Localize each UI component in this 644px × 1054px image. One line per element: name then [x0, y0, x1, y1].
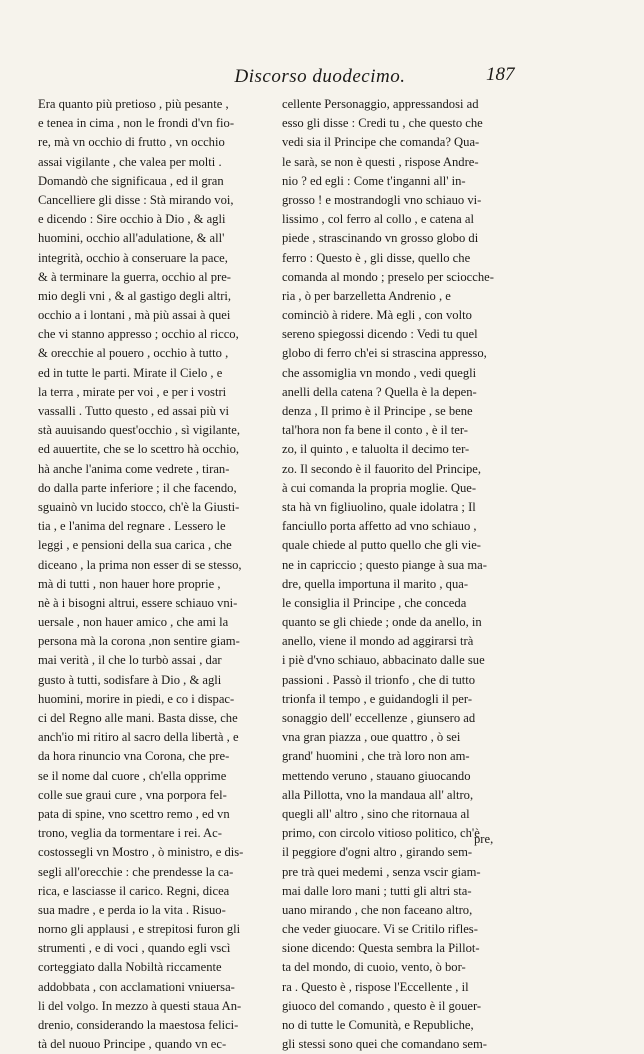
- text-line: grand' huomini , che trà loro non am-: [282, 749, 470, 764]
- text-line: Era quanto più pretioso , più pesante ,: [38, 97, 229, 111]
- text-line: globo di ferro ch'ei si strascina appresso,: [282, 346, 487, 361]
- text-line: ta del mondo, di cuoio, vento, ò bor-: [282, 960, 466, 975]
- text-line: le consiglia il Principe , che conceda: [282, 595, 467, 610]
- text-line: pre trà quei medemi , senza vscir giam-: [282, 864, 481, 879]
- text-line: stà auuisando quest'occhio , sì vigilante,: [38, 423, 240, 438]
- text-line: anello, viene il mondo ad aggirarsi trà: [282, 634, 474, 649]
- text-line: zo. Il secondo è il fauorito del Principe,: [282, 461, 481, 476]
- text-line: mettendo veruno , stauano giuocando: [282, 768, 471, 783]
- text-line: gusto à tutti, sodisfare à Dio , & agli: [38, 672, 222, 687]
- text-line: passioni . Passò il trionfo , che di tutto: [282, 672, 476, 687]
- text-line: che veder giuocare. Vi se Critilo rifles-: [282, 922, 478, 937]
- text-line: costossegli vn Mostro , ò ministro, e dis-: [38, 845, 244, 860]
- text-line: lissimo , col ferro al collo , e catena al: [282, 212, 474, 227]
- text-line: do dalla parte inferiore ; il che facendo,: [38, 480, 237, 495]
- text-line: no di tutte le Comunità, e Republiche,: [282, 1018, 474, 1032]
- text-line: sione dicendo: Questa sembra la Pillot-: [282, 941, 480, 956]
- text-line: che vi stanno appresso ; occhio al ricco,: [38, 327, 239, 342]
- text-line: anelli della catena ? Quella è la depen-: [282, 384, 477, 399]
- text-line: mio degli vni , & al gastigo degli altri,: [38, 288, 232, 303]
- text-line: vedi sia il Principe che comanda? Qua-: [282, 135, 480, 150]
- text-line: hà anche l'anima come vedrete , tiran-: [38, 461, 230, 476]
- text-line: uersale , non hauer amico , che ami la: [38, 615, 229, 630]
- text-line: la terra , mirate per voi , e per i vostri: [38, 384, 227, 399]
- text-line: sua madre , e perda io la vita . Risuo-: [38, 902, 226, 917]
- text-line: ra . Questo è , rispose l'Eccellente , il: [282, 979, 469, 994]
- text-line: nio ? ed egli : Come t'inganni all' in-: [282, 173, 466, 188]
- catchword: pre,: [474, 832, 494, 846]
- text-line: primo, con circolo vitioso politico, ch'è: [282, 826, 480, 841]
- text-line: leggi , e pensioni della sua carica , che: [38, 538, 232, 553]
- text-line: diceano , la prima non esser di se stesso,: [38, 557, 242, 572]
- text-line: sonaggio dell' eccellenze , giunsero ad: [282, 711, 476, 725]
- right-text-column: [282, 95, 514, 1054]
- text-line: persona mà la corona ,non sentire giam-: [38, 634, 240, 649]
- text-line: ria , ò per barzelletta Andrenio , e: [282, 288, 451, 303]
- text-line: sta hà vn figliuolino, quale idolatra ; Il: [282, 499, 476, 514]
- text-line: addobbata , con acclamationi vniuersa-: [38, 979, 235, 994]
- text-line: pata di spine, vno scettro remo , ed vn: [38, 806, 230, 821]
- text-line: sereno spiegossi dicendo : Vedi tu quel: [282, 327, 478, 342]
- text-line: cominciò à ridere. Mà egli , con volto: [282, 308, 472, 323]
- text-line: mai verità , il che lo turbò assai , dar: [38, 653, 222, 668]
- text-line: norno gli applausi , e strepitosi furon gli: [38, 922, 241, 937]
- text-line: à cui comanda la propria moglie. Que-: [282, 480, 477, 495]
- page-number: 187: [486, 64, 515, 85]
- text-line: huomini, occhio all'adulatione, & all': [38, 231, 225, 246]
- text-line: re, mà vn occhio di frutto , vn occhio: [38, 135, 225, 150]
- text-line: & à terminare la guerra, occhio al pre-: [38, 269, 232, 284]
- text-line: quanto se gli chiede ; onde da anello, in: [282, 615, 482, 630]
- text-line: vna gran piazza , oue quattro , ò sei: [282, 730, 461, 745]
- text-line: le sarà, se non è questi , rispose Andre-: [282, 154, 479, 169]
- text-line: grosso ! e mostrandogli vno schiauo vi-: [282, 192, 482, 207]
- text-line: piede , strascinando vn grosso globo di: [282, 231, 479, 246]
- left-text-column: [38, 95, 270, 1054]
- text-line: quegli all' altro , sino che ritornaua al: [282, 806, 470, 821]
- text-line: colle sue graui cure , vna porpora fel-: [38, 787, 227, 802]
- text-line: vassalli . Tutto questo , ed assai più vi: [38, 404, 230, 418]
- text-line: trono, veglia da tormentare i rei. Ac-: [38, 826, 222, 841]
- text-line: comanda al mondo ; preselo per sciocche-: [282, 269, 494, 284]
- text-line: da hora rinuncio vna Corona, che pre-: [38, 749, 230, 764]
- text-line: nè à i bisogni altrui, essere schiauo vni-: [38, 595, 238, 610]
- text-line: cellente Personaggio, appressandosi ad: [282, 97, 479, 111]
- text-line: e tenea in cima , non le frondi d'vn fio-: [38, 116, 235, 131]
- text-line: rica, e lasciasse il carico. Regni, dicea: [38, 883, 230, 898]
- text-line: drenio, considerando la maestosa felici-: [38, 1018, 239, 1032]
- text-line: corteggiato dalla Nobiltà riccamente: [38, 960, 222, 975]
- text-line: ed in tutte le parti. Mirate il Cielo , e: [38, 365, 223, 380]
- text-line: Cancelliere gli disse : Stà mirando voi,: [38, 192, 234, 207]
- text-line: alla Pillotta, vno la mandaua all' altro,: [282, 787, 474, 802]
- text-line: se il nome dal cuore , ch'ella opprime: [38, 768, 227, 783]
- text-line: strumenti , e di voci , quando egli vscì: [38, 941, 231, 956]
- text-line: tia , e l'anima del regnare . Lessero le: [38, 519, 226, 534]
- text-line: quale chiede al putto quello che gli vie-: [282, 538, 481, 553]
- text-line: mà di tutti , non hauer hore proprie ,: [38, 576, 221, 591]
- text-line: li del volgo. In mezzo à questi staua An-: [38, 998, 242, 1013]
- text-line: segli all'orecchie : che prendesse la ca-: [38, 864, 234, 879]
- text-line: e dicendo : Sire occhio à Dio , & agli: [38, 212, 226, 227]
- text-line: fanciullo porta affetto ad vno schiauo ,: [282, 519, 477, 534]
- text-line: Domandò che significaua , ed il gran: [38, 173, 224, 188]
- text-line: uano mirando , che non faceano altro,: [282, 902, 473, 917]
- text-line: ferro : Questo è , gli disse, quello che: [282, 250, 471, 265]
- text-line: che assomiglia vn mondo , vedi quegli: [282, 365, 477, 380]
- text-line: trionfa il tempo , e guidandogli il per-: [282, 691, 473, 706]
- text-line: sguainò vn lucido stocco, ch'è la Giusti-: [38, 499, 240, 514]
- text-line: il peggiore d'ogni altro , girando sem-: [282, 845, 473, 860]
- text-line: ne in capriccio ; questo piange à sua ma-: [282, 557, 487, 572]
- text-line: ci del Regno alle mani. Basta disse, che: [38, 711, 238, 725]
- text-line: occhio a i lontani , mà più assai à quei: [38, 308, 231, 323]
- text-line: & orecchie al pouero , occhio à tutto ,: [38, 346, 229, 361]
- running-title: Discorso duodecimo.: [234, 66, 406, 87]
- text-line: i piè d'vno schiauo, abbacinato dalle sue: [282, 653, 485, 668]
- text-line: ed auuertite, che se lo scettro hà occhio,: [38, 442, 240, 457]
- text-line: huomini, morire in piedi, e co i dispac-: [38, 691, 235, 706]
- text-line: assai vigilante , che valea per molti .: [38, 154, 222, 169]
- text-line: zo, il quinto , e taluolta il decimo ter-: [282, 442, 470, 457]
- text-line: integrità, occhio à conseruare la pace,: [38, 250, 228, 265]
- text-line: esso gli disse : Credi tu , che questo che: [282, 116, 483, 131]
- text-line: tal'hora non fa bene il conto , è il ter-: [282, 423, 468, 438]
- text-line: gli stessi sono quei che comandano sem-: [282, 1037, 487, 1052]
- text-line: dre, quella importuna il marito , qua-: [282, 576, 469, 591]
- text-line: anch'io mi ritiro al sacro della libertà , e: [38, 730, 239, 745]
- text-line: giuoco del comando , questo è il gouer-: [282, 998, 482, 1013]
- text-line: mai dalle loro mani ; tutti gli altri sta-: [282, 883, 472, 898]
- text-line: denza , Il primo è il Principe , se bene: [282, 404, 473, 418]
- text-line: tà del nuouo Principe , quando vn ec-: [38, 1037, 227, 1052]
